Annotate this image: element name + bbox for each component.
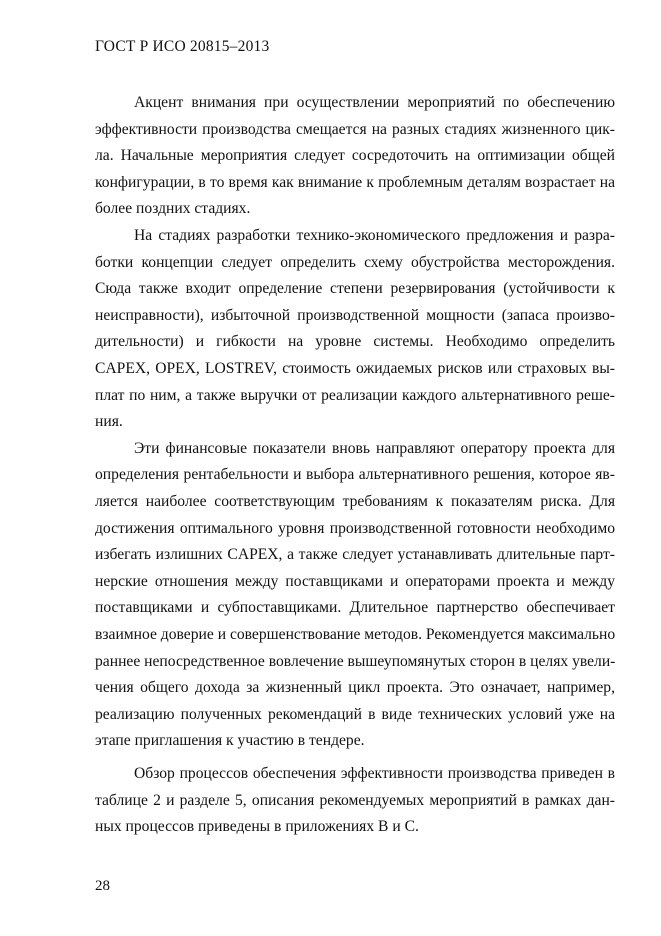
text-line: Сюда также входит определение степени резервирования (устойчивости к (95, 280, 615, 298)
text-line: конфигурации, в то время как внимание к проблемным деталям возрастает на (95, 173, 615, 191)
text-line: взаимное доверие и совершенствование методов. Рекомендуется максимально (95, 626, 616, 643)
text-line: ляется наиболее соответствующим требованиям к показателям риска. Для (95, 493, 615, 510)
text-line: Акцент внимания при осуществлении мероприятий по обеспечению (134, 94, 615, 111)
page-number: 28 (95, 878, 110, 894)
text-line: этапе приглашения к участию в тендере. (95, 732, 365, 750)
text-line: поставщиками и субпоставщиками. Длительное партнерство обеспечивает (95, 599, 615, 617)
text-line: ла. Начальные мероприятия следует сосредоточить на оптимизации общей (95, 147, 615, 165)
text-line: ботки концепции следует определить схему обустройства месторождения. (95, 253, 615, 271)
text-line: определения рентабельности и выбора альтернативного решения, которое яв- (95, 466, 615, 484)
text-line: плат по ним, а также выручки от реализации каждого альтернативного реше- (95, 386, 615, 404)
text-line: более поздних стадиях. (95, 200, 251, 218)
text-line: раннее непосредственное вовлечение вышеупомянутых сторон в целях увели- (95, 652, 616, 670)
text-line: неисправности), избыточной производственной мощности (запаса произво- (95, 306, 615, 324)
text-line: Обзор процессов обеспечения эффективности производства приведен в (134, 765, 615, 782)
text-line: нерские отношения между поставщиками и операторами проекта и между (95, 572, 615, 590)
text-line: эффективности производства смещается на разных стадиях жизненного цик- (95, 120, 615, 138)
text-line: Эти финансовые показатели вновь направляют оператору проекта для (134, 439, 615, 457)
text-line: ния. (95, 413, 123, 431)
text-line: чения общего дохода за жизненный цикл проекта. Это означает, например, (95, 679, 615, 697)
text-line: ных процессов приведены в приложениях В и С. (95, 818, 419, 836)
text-line: дительности) и гибкости на уровне системы. Необходимо определить (95, 333, 615, 351)
text-line: достижения оптимального уровня производственной готовности необходимо (95, 519, 615, 537)
document-header: ГОСТ Р ИСО 20815–2013 (95, 38, 270, 55)
text-line: реализацию полученных рекомендаций в виде технических условий уже на (95, 705, 615, 723)
text-line: На стадиях разработки технико-экономического предложения и разра- (134, 227, 615, 244)
text-line: таблице 2 и разделе 5, описания рекомендуемых мероприятий в рамках дан- (95, 791, 615, 809)
text-line: избегать излишних CAPEX, а также следует устанавливать длительные парт- (95, 546, 615, 564)
text-line: CAPEX, OPEX, LOSTREV, стоимость ожидаемых рисков или страховых вы- (95, 360, 615, 377)
